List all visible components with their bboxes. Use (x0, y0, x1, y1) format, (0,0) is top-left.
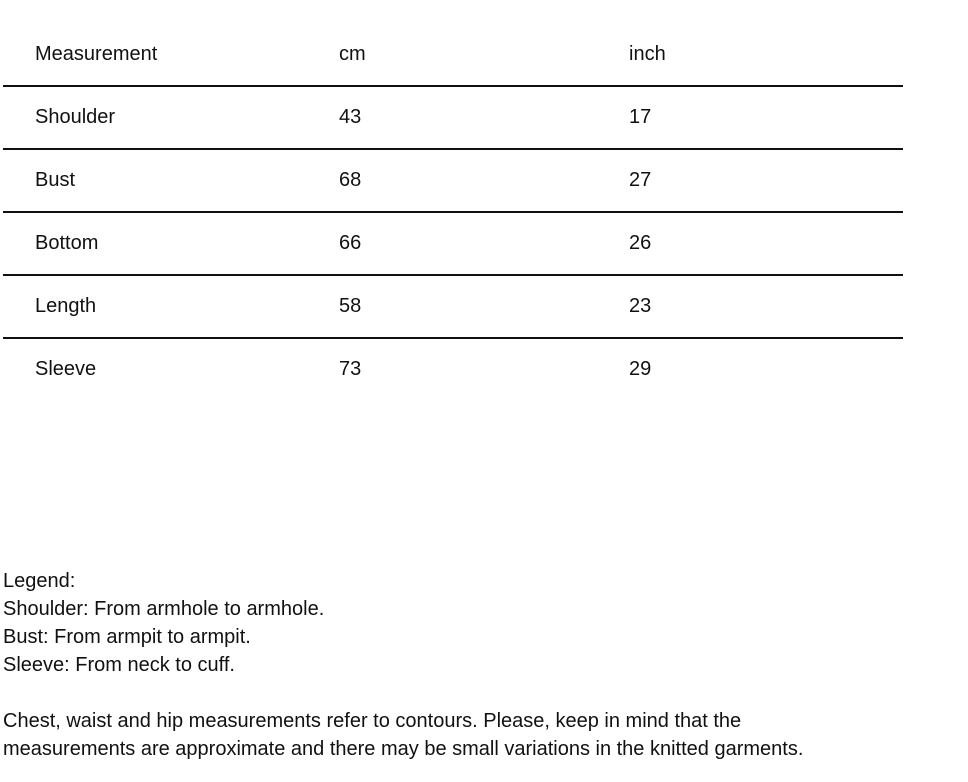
measurement-name: Sleeve (35, 358, 97, 380)
table-row (3, 338, 903, 400)
table-header-row (3, 24, 903, 86)
measurement-cm: 68 (339, 169, 362, 191)
measurement-cm: 73 (339, 358, 362, 380)
measurement-name: Bottom (35, 232, 99, 254)
legend-item-sleeve: Sleeve: From neck to cuff. (3, 654, 235, 676)
note-line-1: Chest, waist and hip measurements refer to contours. Please, keep in mind that the (3, 710, 742, 732)
column-header-measurement: Measurement (35, 43, 158, 65)
measurement-inch: 27 (629, 169, 652, 191)
measurement-cm: 43 (339, 106, 362, 128)
table-row (3, 149, 903, 212)
measurement-name: Length (35, 295, 97, 317)
table-row (3, 275, 903, 338)
legend-item-shoulder: Shoulder: From armhole to armhole. (3, 598, 325, 620)
column-header-inch: inch (629, 43, 666, 65)
column-header-cm: cm (339, 43, 366, 65)
legend-item-bust: Bust: From armpit to armpit. (3, 626, 251, 648)
measurement-inch: 29 (629, 358, 652, 380)
measurement-name: Shoulder (35, 106, 116, 128)
legend-title: Legend: (3, 570, 76, 592)
table-row (3, 212, 903, 275)
size-chart-table (3, 24, 903, 400)
measurement-note (3, 707, 943, 763)
table-row (3, 86, 903, 149)
measurement-inch: 17 (629, 106, 652, 128)
note-line-2: measurements are approximate and there may be small variations in the knitted garments. (3, 738, 804, 760)
measurement-inch: 26 (629, 232, 652, 254)
legend (3, 567, 324, 679)
measurement-cm: 58 (339, 295, 362, 317)
measurement-inch: 23 (629, 295, 652, 317)
measurement-name: Bust (35, 169, 76, 191)
measurement-cm: 66 (339, 232, 362, 254)
